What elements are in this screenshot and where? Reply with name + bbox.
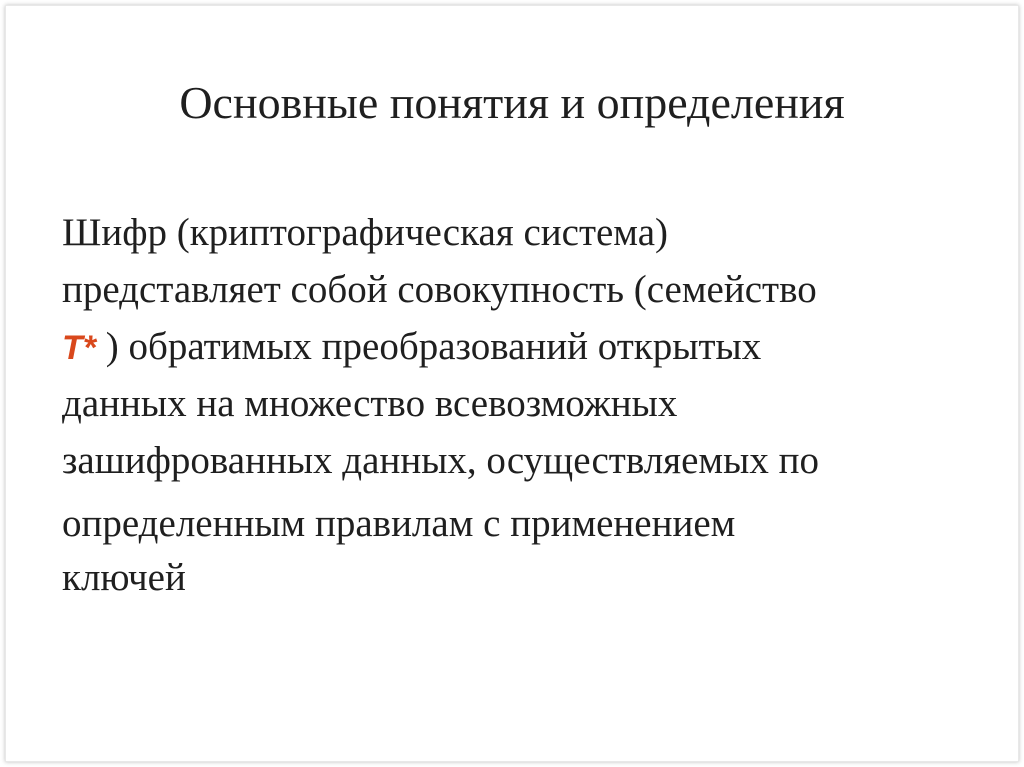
definition-paragraph xyxy=(62,204,982,604)
paragraph-line-5: зашифрованных данных, осуществляемых по xyxy=(62,439,819,482)
paragraph-line-7: ключей xyxy=(62,556,186,599)
paragraph-line-1: Шифр (криптографическая система) xyxy=(62,211,669,254)
paragraph-line-6: определенным правилам с применением xyxy=(62,502,736,545)
paragraph-line-3-text: ) обратимых преобразований открытых xyxy=(96,325,762,368)
paragraph-line-3 xyxy=(62,318,982,375)
slide-title: Основные понятия и определения xyxy=(179,77,845,128)
slide xyxy=(5,5,1019,762)
paragraph-line-2: представляет собой совокупность (семейство xyxy=(62,268,817,311)
paragraph-line-4: данных на множество всевозможных xyxy=(62,382,678,425)
transform-family-symbol: T* xyxy=(62,329,96,367)
